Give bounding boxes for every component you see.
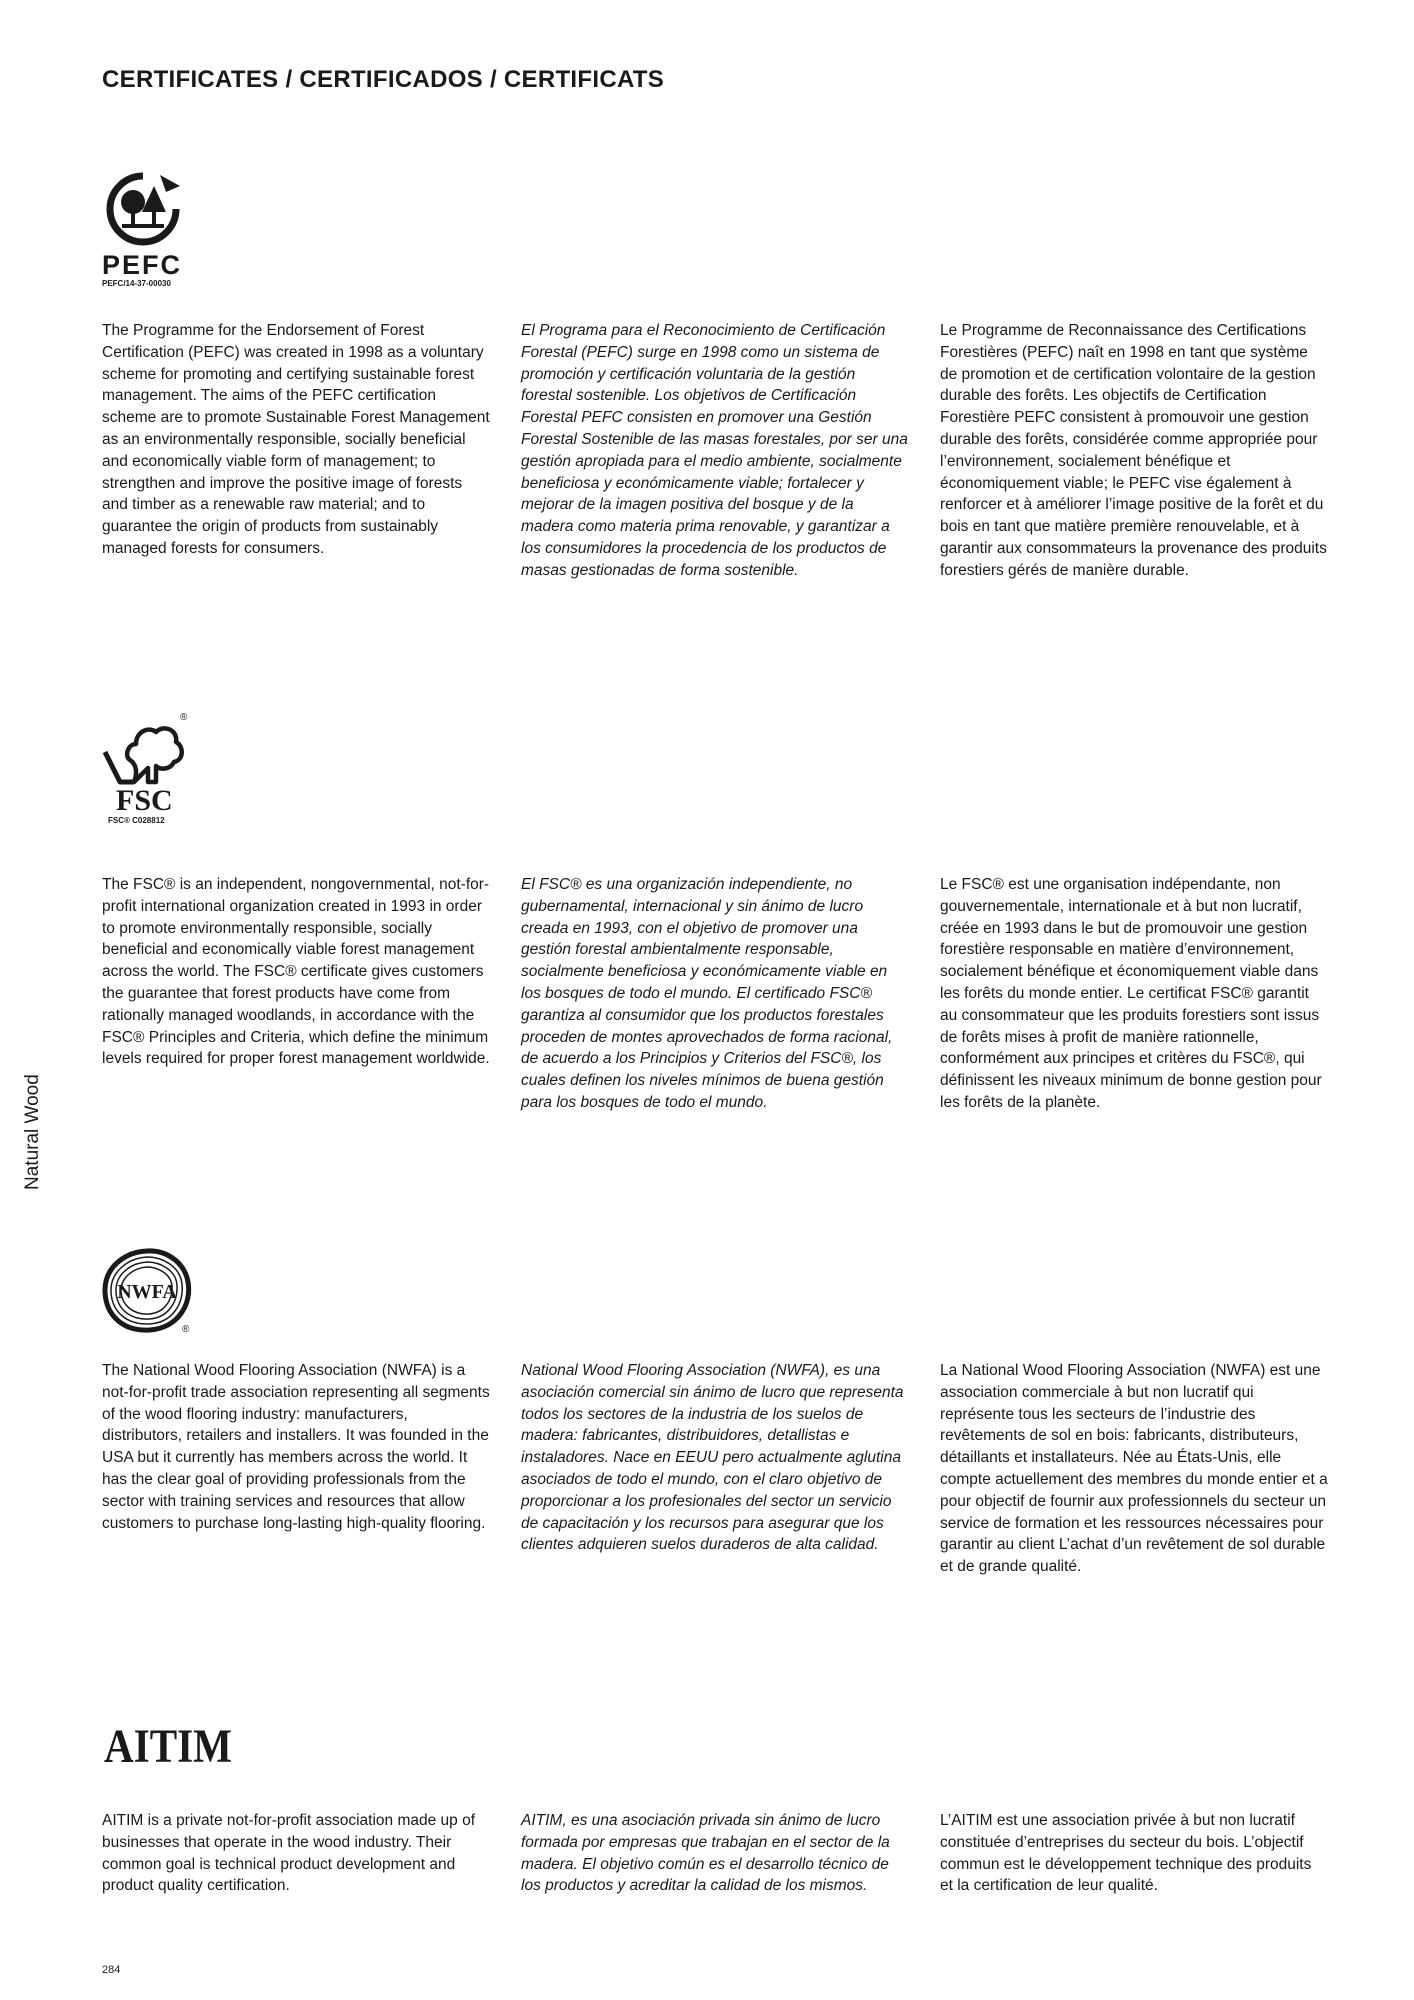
nwfa-section xyxy=(102,1248,1332,1628)
fsc-checkmark-tree-icon xyxy=(102,712,188,788)
fsc-logo-text: FSC xyxy=(116,784,173,817)
page-number: 284 xyxy=(102,1964,121,1976)
fsc-text-es: El FSC® es una organización independiente, no gubernamental, internacional y sin ánimo de lucro creada en 1993, con el objetivo de promover una gestión forestal ambientalmente responsable, socialmente beneficiosa y económicamente viable en los bosques de todo el mundo. El certificado FSC® garantiza al consumidor que los productos forestales proceden de montes aprovechados de forma racional, de acuerdo a los Principios y Criterios del FSC®, los cuales definen los niveles mínimos de buena gestión para los bosques de todo el mundo. xyxy=(521,876,893,1111)
fsc-text-en: The FSC® is an independent, nongovernmental, not-for-profit international organization created in 1993 in order to promote environmentally responsible, socially beneficial and economically viable forest management across the world. The FSC® certificate gives customers the guarantee that forest products have come from rationally managed woodlands, in accordance with the FSC® Principles and Criteria, which define the minimum levels required for proper forest management worldwide. xyxy=(102,876,490,1068)
fsc-logo-code: FSC® C028812 xyxy=(108,816,165,825)
nwfa-logo xyxy=(102,1248,202,1338)
fsc-registered-mark: ® xyxy=(180,712,188,723)
nwfa-registered-mark: ® xyxy=(182,1324,190,1335)
aitim-logo-mark xyxy=(102,1720,234,1773)
pefc-tree-icon xyxy=(102,172,184,244)
pefc-text-es: El Programa para el Reconocimiento de Certificación Forestal (PEFC) surge en 1998 como un sistema de promoción y certificación voluntaria de la gestión forestal sostenible. Los objetivos de Certificación Forestal PEFC consisten en promover una Gestión Forestal Sostenible de las masas forestales, por ser una gestión apropiada para el medio ambiente, socialmente beneficiosa y económicamente viable; fortalecer y mejorar de la imagen positiva del bosque y de la madera como materia prima renovable, y garantizar a los consumidores la procedencia de los productos de masas gestionadas de forma sostenible. xyxy=(521,322,908,579)
aitim-text-en: AITIM is a private not-for-profit association made up of businesses that operate in the wood industry. Their common goal is technical product development and product quality certification. xyxy=(102,1812,476,1895)
fsc-logo xyxy=(102,712,192,825)
nwfa-text-en: The National Wood Flooring Association (NWFA) is a not-for-profit trade association representing all segments of the wood flooring industry: manufacturers, distributors, retailers and installers. It was founded in the USA but it currently has members across the world. It has the clear goal of providing professionals from the sector with training services and resources that allow customers to purchase long-lasting high-quality flooring. xyxy=(102,1362,490,1532)
pefc-logo-text: PEFC xyxy=(102,250,183,280)
aitim-text-es: AITIM, es una asociación privada sin ánimo de lucro formada por empresas que trabajan en el sector de la madera. El objetivo común es el desarrollo técnico de los productos y acreditar la calidad de los mismos. xyxy=(521,1812,890,1895)
page-title: CERTIFICATES / CERTIFICADOS / CERTIFICATS xyxy=(102,66,665,93)
aitim-logo xyxy=(102,1720,234,1773)
nwfa-text-fr: La National Wood Flooring Association (NWFA) est une association commerciale à but non lucratif qui représente tous les secteurs de l’industrie des revêtements de sol en bois: fabricants, distributeurs, détaillants et installateurs. Née au États-Unis, elle compte actuellement des membres du monde entier et a pour objectif de fournir aux professionnels du secteur un service de formation et les ressources nécessaires pour garantir au client L’achat d’un revêtement de sol durable et de grande qualité. xyxy=(940,1362,1328,1576)
pefc-text-en: The Programme for the Endorsement of Forest Certification (PEFC) was created in 1998 as a voluntary scheme for promoting and certifying sustainable forest management. The aims of the PEFC certification scheme are to promote Sustainable Forest Management as an environmentally responsible, socially beneficial and economically viable form of management; to strengthen and improve the positive image of forests and timber as a renewable raw material; and to guarantee the origin of products from sustainably managed forests for consumers. xyxy=(102,322,490,557)
fsc-text-fr: Le FSC® est une organisation indépendante, non gouvernementale, internationale et à but non lucratif, créée en 1993 dans le but de promouvoir une gestion forestière responsable en matière d’environnement, socialement bénéfique et économiquement viable dans les forêts du monde entier. Le certificat FSC® garantit au consommateur que les produits forestiers sont issus de forêts mises à profit de manière rationnelle, conformément aux principes et critères du FSC®, qui définissent les niveaux minimum de bonne gestion pour les forêts de la planète. xyxy=(940,876,1322,1111)
nwfa-logo-text: NWFA xyxy=(117,1281,177,1303)
aitim-logo-text: AITIM xyxy=(104,1720,232,1773)
pefc-logo xyxy=(102,172,202,288)
pefc-logo-code: PEFC/14-37-00030 xyxy=(102,279,171,288)
side-section-label: Natural Wood xyxy=(22,1074,43,1190)
aitim-text-fr: L’AITIM est une association privée à but non lucratif constituée d’entreprises du secteur du bois. L’objectif commun est le développement technique des produits et la certification de leur qualité. xyxy=(940,1812,1312,1895)
pefc-text-fr: Le Programme de Reconnaissance des Certifications Forestières (PEFC) naît en 1998 en tant que système de promotion et de certification volontaire de la gestion durable des forêts. Les objectifs de Certification Forestière PEFC consistent à promouvoir une gestion durable des forêts, considérée comme appropriée pour l’environnement, socialement bénéfique et économiquement viable; le PEFC vise également à renforcer et à améliorer l’image positive de la forêt et du bois en tant que matière première renouvelable, et à garantir aux consommateurs la provenance des produits forestiers gérés de manière durable. xyxy=(940,322,1327,579)
pefc-section xyxy=(102,172,1332,632)
aitim-section xyxy=(102,1720,1332,1920)
nwfa-text-es: National Wood Flooring Association (NWFA), es una asociación comercial sin ánimo de lucro que representa todos los sectores de la industria de los suelos de madera: fabricantes, distribuidores, detallistas e instaladores. Nace en EEUU pero actualmente aglutina asociados de todo el mundo, con el claro objetivo de proporcionar a los profesionales del sector un servicio de capacitación y los recursos para asegurar que los clientes adquieren suelos duraderos de alta calidad. xyxy=(521,1362,904,1554)
fsc-section xyxy=(102,712,1332,1162)
nwfa-wood-rings-icon xyxy=(102,1248,192,1334)
